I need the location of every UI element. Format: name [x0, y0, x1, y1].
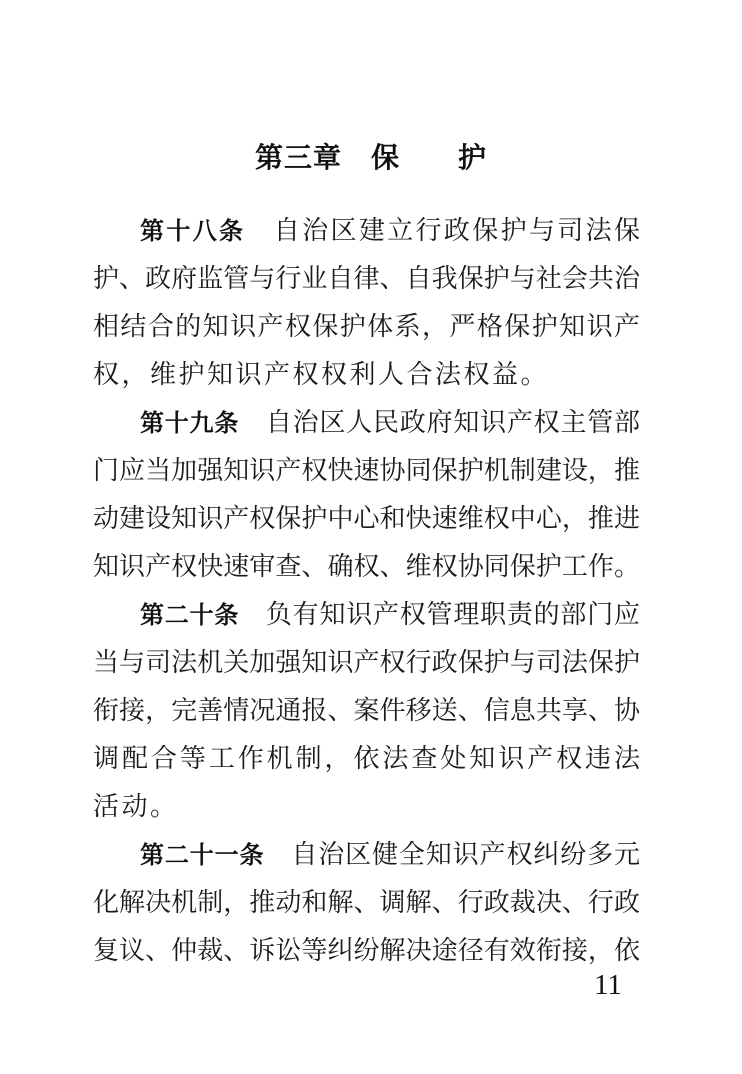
- article-line: 门应当加强知识产权快速协同保护机制建设，推: [93, 456, 640, 485]
- article-number: 第十九条: [140, 410, 240, 437]
- article-paragraph: [93, 207, 640, 399]
- article-paragraph: [93, 591, 640, 831]
- article-first-line: [93, 207, 640, 255]
- article-line: 权，维护知识产权权利人合法权益。: [93, 360, 550, 389]
- article-line: 调配合等工作机制，依法查处知识产权违法: [93, 744, 640, 773]
- article-line: 复议、仲裁、诉讼等纠纷解决途径有效衔接，依: [93, 936, 640, 965]
- article-paragraph: [93, 399, 640, 591]
- article-text: 自治区人民政府知识产权主管部: [265, 408, 640, 437]
- article-paragraph: [93, 831, 640, 975]
- article-first-line: [93, 591, 640, 639]
- article-line: 当与司法机关加强知识产权行政保护与司法保护: [93, 648, 640, 677]
- article-line: 相结合的知识产权保护体系，严格保护知识产: [93, 312, 640, 341]
- article-line: 衔接，完善情况通报、案件移送、信息共享、协: [93, 696, 640, 725]
- article-text: 自治区建立行政保护与司法保: [271, 216, 640, 245]
- article-line: 护、政府监管与行业自律、自我保护与社会共治: [93, 264, 640, 293]
- chapter-heading: 第三章 保 护: [254, 142, 487, 173]
- article-text: 自治区健全知识产权纠纷多元: [290, 840, 640, 869]
- article-line: 动建设知识产权保护中心和快速维权中心，推进: [93, 504, 640, 533]
- article-first-line: [93, 831, 640, 879]
- page-number: 11: [594, 969, 622, 1001]
- article-line: 知识产权快速审查、确权、维权协同保护工作。: [93, 552, 640, 581]
- article-line: 化解决机制，推动和解、调解、行政裁决、行政: [93, 888, 640, 917]
- article-line: 活动。: [93, 792, 179, 821]
- article-number: 第二十条: [140, 602, 240, 629]
- article-number: 第十八条: [140, 218, 246, 245]
- document-body: [93, 207, 640, 975]
- article-number: 第二十一条: [140, 842, 265, 869]
- article-first-line: [93, 399, 640, 447]
- article-text: 负有知识产权管理职责的部门应: [265, 600, 640, 629]
